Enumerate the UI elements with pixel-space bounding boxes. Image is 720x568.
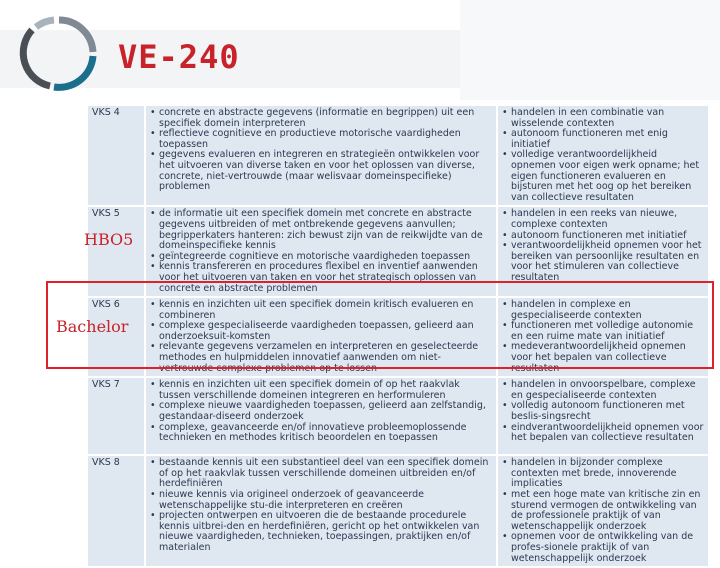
list-item: • handelen in een reeks van nieuwe, complexe contexten bbox=[502, 209, 704, 230]
circle-logo-icon bbox=[14, 12, 104, 94]
list-item: • volledige verantwoordelijkheid opnemen voor eigen werk opname; het eigen functioneren evalueren en bijsturen met het oog op het bereiken van collectieve resultaten bbox=[502, 150, 704, 203]
knowledge-cell bbox=[146, 378, 496, 454]
list-item: • nieuwe kennis via origineel onderzoek of geavanceerde wetenschappelijke stu-die interpreteren en creëren bbox=[150, 490, 492, 511]
list-item: • reflectieve cognitieve en productieve motorische vaardigheden toepassen bbox=[150, 129, 492, 150]
list-item: • geïntegreerde cognitieve en motorische vaardigheden toepassen bbox=[150, 252, 492, 263]
context-list bbox=[502, 380, 704, 444]
level-cell: VKS 4 bbox=[88, 106, 144, 205]
table-row bbox=[88, 106, 708, 205]
context-list bbox=[502, 209, 704, 283]
list-item: • verantwoordelijkheid opnemen voor het bereiken van persoonlijke resultaten en voor het stimuleren van collectieve resultaten bbox=[502, 241, 704, 283]
context-cell bbox=[498, 378, 708, 454]
knowledge-cell bbox=[146, 456, 496, 566]
list-item: • autonoom functioneren met initiatief bbox=[502, 231, 704, 242]
list-item: • kennis en inzichten uit een specifiek domein kritisch evalueren en combineren bbox=[150, 300, 492, 321]
header-right-area bbox=[460, 0, 720, 100]
list-item: • kennis en inzichten uit een specifiek domein of op het raakvlak tussen verschillende domeinen integreren en herformuleren bbox=[150, 380, 492, 401]
list-item: • autonoom functioneren met enig initiatief bbox=[502, 129, 704, 150]
list-item: • relevante gegevens verzamelen en interpreteren en geselecteerde methodes en hulpmiddelen innovatief aanwenden om niet-vertrouwde complexe problemen op te lossen bbox=[150, 342, 492, 374]
table-row bbox=[88, 456, 708, 566]
table-row bbox=[88, 378, 708, 454]
list-item: • met een hoge mate van kritische zin en sturend vermogen de ontwikkeling van de professionele praktijk of van wetenschappelijk onderzoek bbox=[502, 490, 704, 532]
list-item: • complexe, geavanceerde en/of innovatieve probleemoplossende technieken en methodes kritisch beoordelen en toepassen bbox=[150, 423, 492, 444]
level-cell: VKS 5 bbox=[88, 207, 144, 296]
list-item: • bestaande kennis uit een substantieel deel van een specifiek domein of op het raakvlak tussen verschillende domeinen uitbreiden en/of herdefiniëren bbox=[150, 458, 492, 490]
list-item: • handelen in onvoorspelbare, complexe en gespecialiseerde contexten bbox=[502, 380, 704, 401]
knowledge-list bbox=[150, 458, 492, 553]
list-item: • handelen in bijzonder complexe contexten met brede, innoverende implicaties bbox=[502, 458, 704, 490]
level-cell: VKS 6 bbox=[88, 298, 144, 376]
list-item: • projecten ontwerpen en uitvoeren die de bestaande procedurele kennis uitbrei-den en herdefiniëren, gericht op het ontwikkelen van nieuwe vaardigheden, technieken, toepassingen, praktijken en/of materialen bbox=[150, 511, 492, 553]
context-cell bbox=[498, 106, 708, 205]
list-item: • gegevens evalueren en integreren en strategieën ontwikkelen voor het uitvoeren van diverse taken en voor het oplossen van diverse, concrete, niet-vertrouwde (maar welisvaar domeinspecifieke) problemen bbox=[150, 150, 492, 192]
page-title: VE-240 bbox=[118, 38, 240, 76]
list-item: • handelen in een combinatie van wisselende contexten bbox=[502, 108, 704, 129]
level-cell: VKS 7 bbox=[88, 378, 144, 454]
list-item: • concrete en abstracte gegevens (informatie en begrippen) uit een specifiek domein interpreteren bbox=[150, 108, 492, 129]
list-item: • complexe gespecialiseerde vaardigheden toepassen, gelieerd aan onderzoeksuit-komsten bbox=[150, 321, 492, 342]
knowledge-list bbox=[150, 380, 492, 444]
list-item: • complexe nieuwe vaardigheden toepassen, gelieerd aan zelfstandig, gestandaar-diseerd onderzoek bbox=[150, 401, 492, 422]
list-item: • medeverantwoordelijkheid opnemen voor het bepalen van collectieve resultaten bbox=[502, 342, 704, 374]
list-item: • volledig autonoom functioneren met beslis-singsrecht bbox=[502, 401, 704, 422]
knowledge-list bbox=[150, 108, 492, 193]
list-item: • handelen in complexe en gespecialiseerde contexten bbox=[502, 300, 704, 321]
context-list bbox=[502, 108, 704, 203]
list-item: • opnemen voor de ontwikkeling van de profes-sionele praktijk of van wetenschappelijk onderzoek bbox=[502, 532, 704, 564]
level-cell: VKS 8 bbox=[88, 456, 144, 566]
list-item: • eindverantwoordelijkheid opnemen voor het bepalen van collectieve resultaten bbox=[502, 423, 704, 444]
knowledge-cell bbox=[146, 106, 496, 205]
bachelor-label: Bachelor bbox=[56, 317, 129, 336]
highlight-box-vks6 bbox=[46, 281, 714, 369]
list-item: • functioneren met volledige autonomie en een ruime mate van initiatief bbox=[502, 321, 704, 342]
list-item: • de informatie uit een specifiek domein met concrete en abstracte gegevens uitbreiden of met ontbrekende gegevens aanvullen; begripperkaters hanteren: zich bewust zijn van de reikwijdte van de domeinspecifieke kennis bbox=[150, 209, 492, 251]
context-list bbox=[502, 458, 704, 564]
hbo5-label: HBO5 bbox=[84, 230, 134, 249]
list-item: • kennis transfereren en procedures flexibel en inventief aanwenden voor het uitvoeren van taken en voor het strategisch oplossen van concrete en abstracte problemen bbox=[150, 262, 492, 294]
context-cell bbox=[498, 456, 708, 566]
